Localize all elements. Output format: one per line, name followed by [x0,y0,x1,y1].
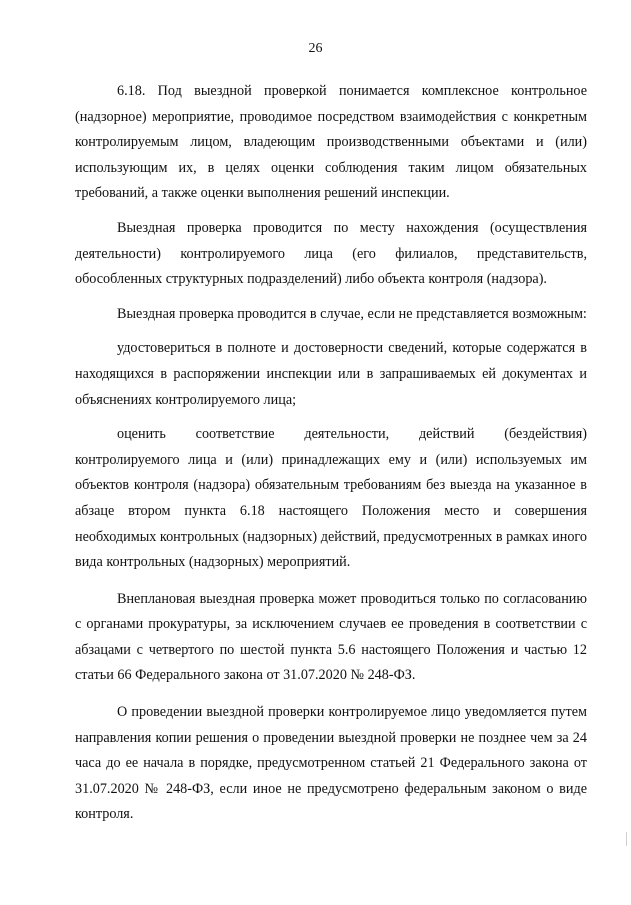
page-number: 26 [308,41,323,56]
scan-edge-mark [626,832,627,846]
paragraph-6-18-definition: 6.18. Под выездной проверкой понимается комплексное контрольное (надзорное) мероприятие, проводимое посредством взаимодействия с конкретным контролируемым лицом, владеющим производственными объектами и (или) использующим их, в целях оценки соблюдения таким лицом обязательных требований, а также оценки выполнения решений инспекции. [75,83,587,202]
paragraph-notification: О проведении выездной проверки контролируемое лицо уведомляется путем направления копии решения о проведении выездной проверки не позднее чем за 24 часа до ее начала в порядке, предусмотренном статьей 21 Федерального закона от 31.07.2020 № 248-ФЗ, если иное не предусмотрено федеральным законом о виде контроля. [75,704,587,823]
paragraph-unscheduled-inspection: Внеплановая выездная проверка может проводиться только по согласованию с органами прокуратуры, за исключением случаев ее проведения в соответствии с абзацами с четвертого по шестой пункта 5.6 настоящего Положения и частью 12 статьи 66 Федерального закона от 31.07.2020 № 248-ФЗ. [75,590,587,684]
document-body [75,79,587,828]
paragraph-verify-information: удостовериться в полноте и достоверности сведений, которые содержатся в находящихся в распоряжении инспекции или в запрашиваемых ей документах и объяснениях контролируемого лица; [75,340,587,408]
paragraph-assess-compliance: оценить соответствие деятельности, действий (бездействия) контролируемого лица и (или) принадлежащих ему и (или) используемых им объектов контроля (надзора) обязательным требованиям без выезда на указанное в абзаце втором пункта 6.18 настоящего Положения место и совершения необходимых контрольных (надзорных) действий, предусмотренных в рамках иного вида контрольных (надзорных) мероприятий. [75,426,587,571]
paragraph-inspection-location: Выездная проверка проводится по месту нахождения (осуществления деятельности) контролируемого лица (его филиалов, представительств, обособленных структурных подразделений) либо объекта контроля (надзора). [75,219,587,288]
paragraph-inspection-conditions: Выездная проверка проводится в случае, если не представляется возможным: [117,305,587,322]
